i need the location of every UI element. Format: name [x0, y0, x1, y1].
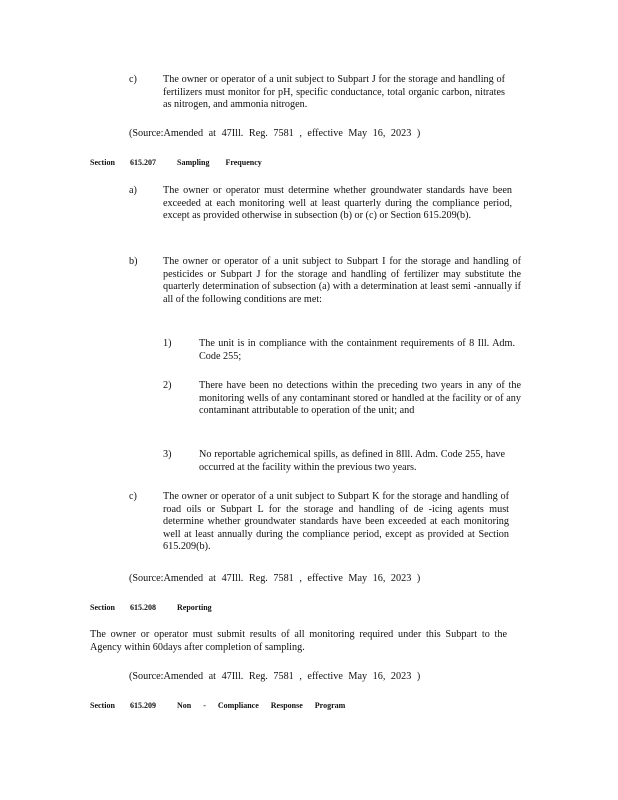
item-label: c)	[129, 491, 137, 502]
section-title: Non - Compliance Response Program	[177, 701, 346, 710]
paragraph: The owner or operator must submit results of all monitoring required under this Subpart to the Agency within 60days after completion of sampling.	[90, 629, 507, 653]
section-word: Section	[90, 603, 115, 612]
paragraph: The owner or operator of a unit subject to Subpart J for the storage and handling of fertilizers must monitor for pH, specific conductance, total organic carbon, nitrates as nitrogen, and ammonia nitrogen.	[163, 74, 505, 111]
item-label: 1)	[163, 338, 172, 349]
section-title: Reporting	[177, 603, 212, 612]
section-number: 615.209	[130, 701, 156, 710]
paragraph: There have been no detections within the preceding two years in any of the monitoring wells of any contaminant stored or handled at the facility or of any contaminant attributable to operation of the unit; and	[199, 380, 521, 417]
paragraph: The owner or operator of a unit subject to Subpart K for the storage and handling of road oils or Subpart L for the storage and handling of de -icing agents must determine whether groundwater standards have been exceeded at each monitoring well at least annually during the compliance period, except as provided at Section 615.209(b).	[163, 491, 509, 553]
paragraph: The owner or operator must determine whether groundwater standards have been exceeded at each monitoring well at least quarterly during the compliance period, except as provided otherwise in subsection (b) or (c) or Section 615.209(b).	[163, 185, 512, 222]
section-title: Sampling Frequency	[177, 158, 262, 167]
item-label: a)	[129, 185, 137, 196]
source-note: (Source:Amended at 47Ill. Reg. 7581 , effective May 16, 2023 )	[129, 573, 421, 584]
section-number: 615.207	[130, 158, 156, 167]
paragraph: The unit is in compliance with the containment requirements of 8 Ill. Adm. Code 255;	[199, 338, 515, 362]
source-note: (Source:Amended at 47Ill. Reg. 7581 , effective May 16, 2023 )	[129, 128, 421, 139]
section-word: Section	[90, 701, 115, 710]
item-label: 2)	[163, 380, 172, 391]
item-label: b)	[129, 256, 138, 267]
item-label: c)	[129, 74, 137, 85]
item-label: 3)	[163, 449, 172, 460]
section-number: 615.208	[130, 603, 156, 612]
source-note: (Source:Amended at 47Ill. Reg. 7581 , effective May 16, 2023 )	[129, 671, 421, 682]
paragraph: No reportable agrichemical spills, as defined in 8Ill. Adm. Code 255, have occurred at the facility within the previous two years.	[199, 449, 505, 473]
section-word: Section	[90, 158, 115, 167]
paragraph: The owner or operator of a unit subject to Subpart I for the storage and handling of pesticides or Subpart J for the storage and handling of fertilizer may substitute the quarterly determination of subsection (a) with a determination at least semi -annually if all of the following conditions are met:	[163, 256, 521, 305]
